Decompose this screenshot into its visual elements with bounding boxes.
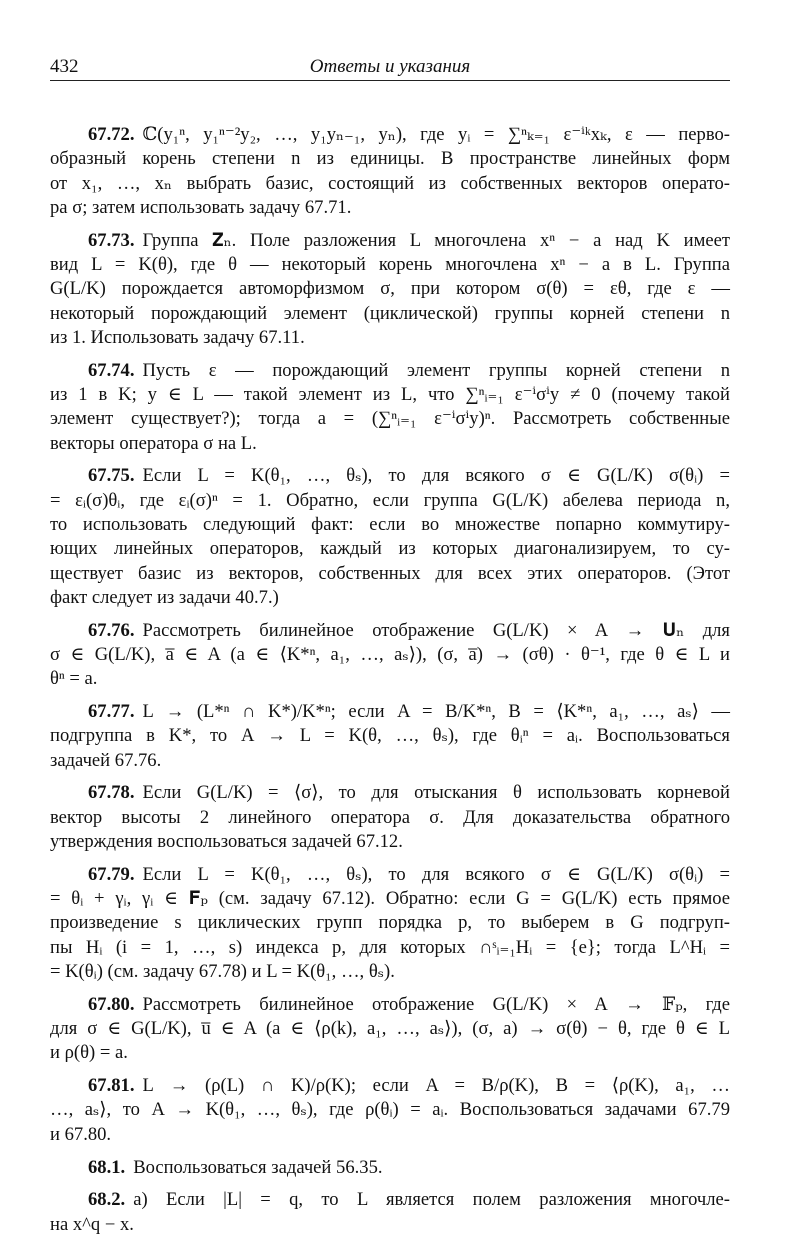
text-line <box>50 253 730 277</box>
line-text: = εᵢ(σ)θᵢ, где εᵢ(σ)ⁿ = 1. Обратно, если группа G(L/K) абелева периода n, <box>50 489 730 511</box>
line-text: пы Hᵢ (i = 1, …, s) индекса p, для которых ∩ˢᵢ₌₁Hᵢ = {e}; тогда L^Hᵢ = <box>50 936 730 958</box>
line-text: задачей 67.76. <box>50 749 162 771</box>
line-text: произведение s циклических групп порядка p, то выберем в G подгруп- <box>50 912 730 934</box>
text-line <box>50 562 730 586</box>
text-line <box>50 667 730 691</box>
text-line <box>50 700 730 724</box>
text-line <box>50 830 730 854</box>
text-line <box>50 1213 730 1237</box>
line-text: вектор высоты 2 линейного оператора σ. Для доказательства обратного <box>50 806 730 828</box>
line-text: на x^q − x. <box>50 1213 134 1235</box>
answer-paragraph <box>50 863 730 984</box>
line-text: из 1 в K; y ∈ L — такой элемент из L, что ∑ⁿᵢ₌₁ ε⁻ⁱσⁱy ≠ 0 (почему такой <box>50 383 730 405</box>
text-line <box>50 147 730 171</box>
line-text: некоторый порождающий элемент (циклической) группы корней степени n <box>50 302 730 324</box>
text-line <box>50 513 730 537</box>
line-text: то использовать следующий факт: если во множестве попарно коммутиру- <box>50 513 730 535</box>
text-line <box>50 229 730 253</box>
line-text: образный корень степени n из единицы. В пространстве линейных форм <box>50 148 730 170</box>
line-text: факт следует из задачи 40.7.) <box>50 586 279 608</box>
line-text: ющих линейных операторов, каждый из которых диагонализируем, то су- <box>50 538 730 560</box>
problem-number: 67.75. <box>88 465 135 487</box>
line-text: от x₁, …, xₙ выбрать базис, состоящий из собственных векторов операто- <box>50 172 730 194</box>
text-line <box>50 863 730 887</box>
text-line <box>50 586 730 610</box>
text-line <box>50 911 730 935</box>
line-text: θⁿ = a. <box>50 668 98 690</box>
text-line <box>50 537 730 561</box>
problem-number: 67.79. <box>88 863 135 885</box>
line-text: подгруппа в K*, то A → L = K(θ, …, θₛ), где θᵢⁿ = aᵢ. Воспользоваться <box>50 725 730 747</box>
answer-paragraph <box>50 700 730 773</box>
answer-paragraph <box>50 123 730 220</box>
problem-number: 67.73. <box>88 229 135 251</box>
text-line <box>50 359 730 383</box>
line-text: утверждения воспользоваться задачей 67.12. <box>50 831 403 853</box>
line-text: = K(θᵢ) (см. задачу 67.78) и L = K(θ₁, …, θₛ). <box>50 961 395 982</box>
problem-number: 67.74. <box>88 359 135 381</box>
line-text: Рассмотреть билинейное отображение G(L/K) × A → 𝔽ₚ, где <box>142 993 730 1015</box>
line-text: G(L/K) порождается автоморфизмом σ, при котором σ(θ) = εθ, где ε — <box>50 278 730 300</box>
line-text: вид L = K(θ), где θ — некоторый корень многочлена xⁿ − a в L. Группа <box>50 253 730 275</box>
line-text: и 67.80. <box>50 1123 112 1145</box>
text-line <box>50 1156 730 1180</box>
line-text: из 1. Использовать задачу 67.11. <box>50 326 305 348</box>
text-line <box>50 489 730 513</box>
text-line <box>50 302 730 326</box>
text-line <box>50 1098 730 1122</box>
line-text: ществует базис из векторов, собственных для всех этих операторов. (Этот <box>50 562 730 584</box>
line-text: для σ ∈ G(L/K), u̅ ∈ A (a ∈ ⟨ρ(k), a₁, …, aₛ⟩), (σ, a) → σ(θ) − θ, где θ ∈ L <box>50 1018 730 1040</box>
running-header <box>50 54 730 81</box>
answer-paragraph <box>50 464 730 610</box>
text-line <box>50 383 730 407</box>
text-line <box>50 1017 730 1041</box>
text-line <box>50 806 730 830</box>
text-line <box>50 643 730 667</box>
page-body <box>50 123 730 1245</box>
line-text: ℂ(y₁ⁿ, y₁ⁿ⁻²y₂, …, y₁yₙ₋₁, yₙ), где yᵢ = ∑ⁿₖ₌₁ ε⁻ⁱᵏxₖ, ε — перво- <box>142 124 730 145</box>
text-line <box>50 1123 730 1147</box>
problem-number: 67.78. <box>88 782 135 804</box>
answer-paragraph <box>50 619 730 692</box>
text-line <box>50 781 730 805</box>
line-text: Если G(L/K) = ⟨σ⟩, то для отыскания θ использовать корневой <box>142 782 730 804</box>
problem-number: 67.80. <box>88 993 135 1015</box>
text-line <box>50 993 730 1017</box>
text-line <box>50 936 730 960</box>
line-text: Рассмотреть билинейное отображение G(L/K) × A → 𝐔ₙ для <box>142 619 730 641</box>
answer-paragraph <box>50 781 730 854</box>
line-text: …, aₛ⟩, то A → K(θ₁, …, θₛ), где ρ(θᵢ) = aᵢ. Воспользоваться задачами 67.79 <box>50 1099 730 1121</box>
answer-paragraph <box>50 993 730 1066</box>
line-text: Воспользоваться задачей 56.35. <box>133 1156 383 1178</box>
text-line <box>50 1188 730 1212</box>
line-text: Пусть ε — порождающий элемент группы корней степени n <box>142 359 730 381</box>
line-text: L → (L*ⁿ ∩ K*)/K*ⁿ; если A = B/K*ⁿ, B = ⟨K*ⁿ, a₁, …, aₛ⟩ — <box>142 701 730 723</box>
text-line <box>50 619 730 643</box>
text-line <box>50 326 730 350</box>
line-text: и ρ(θ) = a. <box>50 1042 128 1064</box>
text-line <box>50 407 730 431</box>
answer-paragraph <box>50 1156 730 1180</box>
line-text: Если L = K(θ₁, …, θₛ), то для всякого σ ∈ G(L/K) σ(θᵢ) = <box>142 863 730 885</box>
text-line <box>50 960 730 984</box>
line-text: Группа 𝐙ₙ. Поле разложения L многочлена xⁿ − a над K имеет <box>142 229 730 251</box>
problem-number: 68.1. <box>88 1156 126 1178</box>
text-line <box>50 1074 730 1098</box>
line-text: σ ∈ G(L/K), a̅ ∈ A (a ∈ ⟨K*ⁿ, a₁, …, aₛ⟩), (σ, a̅) → (σθ) · θ⁻¹, где θ ∈ L и <box>50 643 730 665</box>
text-line <box>50 1041 730 1065</box>
problem-number: 67.77. <box>88 701 135 723</box>
text-line <box>50 724 730 748</box>
line-text: L → (ρ(L) ∩ K)/ρ(K); если A = B/ρ(K), B = ⟨ρ(K), a₁, … <box>142 1075 730 1097</box>
text-line <box>50 749 730 773</box>
answer-paragraph <box>50 1074 730 1147</box>
line-text: элемент существует?); тогда a = (∑ⁿᵢ₌₁ ε⁻ⁱσⁱy)ⁿ. Рассмотреть собственные <box>50 408 730 430</box>
problem-number: 68.2. <box>88 1189 126 1211</box>
problem-number: 67.72. <box>88 124 135 145</box>
page-number: 432 <box>50 56 79 77</box>
problem-number: 67.76. <box>88 619 135 641</box>
running-title: Ответы и указания <box>309 56 471 77</box>
line-text: = θᵢ + γᵢ, γᵢ ∈ 𝐅ₚ (см. задачу 67.12). Обратно: если G = G(L/K) есть прямое <box>50 888 730 910</box>
problem-number: 67.81. <box>88 1075 135 1097</box>
line-text: ра σ; затем использовать задачу 67.71. <box>50 196 352 218</box>
text-line <box>50 277 730 301</box>
answer-paragraph <box>50 229 730 350</box>
answer-paragraph <box>50 359 730 456</box>
text-line <box>50 432 730 456</box>
text-line <box>50 887 730 911</box>
text-line <box>50 123 730 147</box>
line-text: векторы оператора σ на L. <box>50 432 257 454</box>
text-line <box>50 196 730 220</box>
line-text: а) Если |L| = q, то L является полем разложения многочле- <box>133 1189 730 1211</box>
text-line <box>50 172 730 196</box>
text-line <box>50 464 730 488</box>
line-text: Если L = K(θ₁, …, θₛ), то для всякого σ ∈ G(L/K) σ(θᵢ) = <box>142 465 730 487</box>
